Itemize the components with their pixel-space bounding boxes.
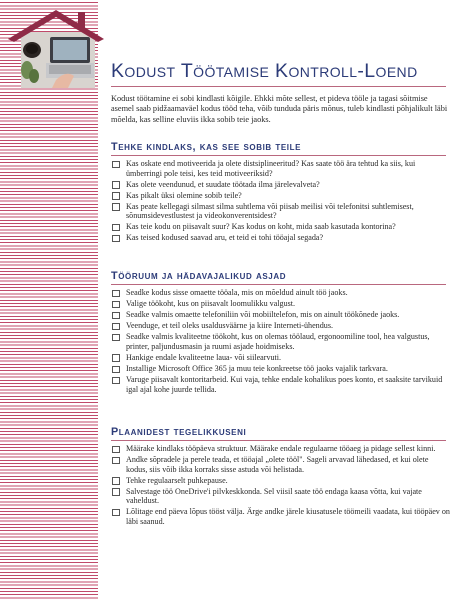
checkbox[interactable] [112, 290, 120, 298]
checkbox[interactable] [112, 235, 120, 243]
page-title: Kodust Töötamise Kontroll-Loend [111, 60, 418, 82]
checklist-item-text: Salvestage töö OneDrive'i pilvkeskkonda. Sel viisil saate töö endaga kaasa võtta, kui vajate vaheldust. [126, 486, 422, 506]
section-suitability [111, 141, 451, 245]
checklist-item [111, 364, 451, 374]
checklist-item [111, 288, 451, 298]
checklist-item-text: Veenduge, et teil oleks usaldusväärne ja kiire Interneti-ühendus. [126, 321, 333, 331]
checklist [111, 288, 451, 394]
checklist-item [111, 180, 451, 190]
intro-paragraph: Kodust töötamine ei sobi kindlasti kõigile. Ehkki mõte sellest, et pideva tööle ja tagasi sõitmise asemel saab pidžaamaväel kodus tööd teha, võib tunduda päris mõnus, tuleb kindlasti põhjalikult läbi mõelda, kas selline eluviis ikka sobib teie jaoks. [111, 94, 448, 124]
checklist-item [111, 202, 451, 221]
checklist-item-text: Kas teised kodused saavad aru, et teid ei tohi tööajal segada? [126, 233, 324, 243]
checklist-item [111, 299, 451, 309]
checkbox[interactable] [112, 192, 120, 200]
checklist-item-text: Määrake kindlaks tööpäeva struktuur. Määrake endale regulaarne tööaeg ja pidage sellest kinni. [126, 444, 436, 453]
checklist-item-text: Valige töökoht, kus on piisavalt loomulikku valgust. [126, 299, 296, 309]
section-heading: Tehke kindlaks, kas see sobib teile [111, 141, 302, 153]
header-illustration [8, 6, 108, 88]
checklist-item-text: Kas oskate end motiveerida ja olete distsiplineeritud? Kas saate töö ära tehtud ka siis, kui ümberringi pole teisi, kes teid motiveeriksid? [126, 159, 416, 178]
checklist-item-text: Kas peate kellegagi silmast silma suhtlema või piisab meilisi või telefonitsi suhtlemisest, sõnumsidevestlustest ja videokonverentsidest? [126, 201, 414, 221]
checklist-item-text: Seadke valmis kvaliteetne töökoht, kus on olemas töölaud, ergonoomiline tool, hea valgustus, printer, paljundusmasin ja ruumi asjade hoidmiseks. [126, 332, 430, 351]
checkbox[interactable] [112, 354, 120, 362]
checkbox[interactable] [112, 224, 120, 232]
checkbox[interactable] [112, 446, 120, 454]
checklist-item [111, 332, 451, 351]
checkbox[interactable] [112, 203, 120, 211]
checkbox[interactable] [112, 323, 120, 331]
checklist-item [111, 444, 451, 454]
checkbox[interactable] [112, 161, 120, 169]
checkbox[interactable] [112, 366, 120, 374]
checklist-item [111, 233, 451, 243]
checkbox[interactable] [112, 312, 120, 320]
checklist-item-text: Lõlitage end päeva lõpus tööst välja. Ärge andke järele kiusatusele töömeili vaadata, kui tööpäev on läbi saanud. [126, 507, 450, 526]
checklist-item-text: Seadke kodus sisse omaette tööala, mis on mõeldud ainult töö jaoks. [126, 288, 348, 297]
checklist-item [111, 159, 451, 178]
checklist-item-text: Installige Microsoft Office 365 ja muu teie konkreetse töö jaoks vajalik tarkvara. [126, 364, 388, 374]
section-workspace [111, 270, 451, 396]
section-heading: Tööruum ja hädavajalikud asjad [111, 270, 287, 282]
checklist-item-text: Tehke regulaarselt puhkepause. [126, 475, 228, 485]
checkbox[interactable] [112, 181, 120, 189]
checklist-item [111, 321, 451, 331]
section-rule [111, 440, 446, 441]
coffee-cup-icon [23, 42, 41, 58]
checklist-item [111, 353, 451, 363]
checklist [111, 159, 451, 243]
checklist-item [111, 191, 451, 201]
checkbox[interactable] [112, 457, 120, 465]
checklist-item-text: Andke sõpradele ja perele teada, et tööajal „olete tööl". Sageli arvavad lähedased, et kui olete kodus, siis võib ikka korraks sisse astuda või helistada. [126, 455, 429, 474]
checklist-item-text: Varuge piisavalt kontoritarbeid. Kui vaja, tehke endale kohalikus poes konto, et saaksite tarvikuid igal ajal kohe juurde tellida. [126, 375, 443, 394]
section-rule [111, 155, 446, 156]
laptop-icon [46, 37, 94, 78]
decorative-stripes [0, 0, 98, 600]
section-rule [111, 284, 446, 285]
checklist-item [111, 487, 451, 506]
checklist-item [111, 310, 451, 320]
checklist-item [111, 507, 451, 526]
checkbox[interactable] [112, 477, 120, 485]
checkbox[interactable] [112, 334, 120, 342]
checklist-item [111, 222, 451, 232]
checkbox[interactable] [112, 301, 120, 309]
checklist-item-text: Seadke valmis omaette telefoniliin või mobiiltelefon, mis on ainult töökõnede jaoks. [126, 310, 400, 320]
checklist-item [111, 375, 451, 394]
checklist-item-text: Kas teie kodu on piisavalt suur? Kas kodus on koht, mida saab kasutada kontorina? [126, 222, 396, 232]
checklist-item-text: Kas pikalt üksi olemine sobib teile? [126, 190, 242, 200]
checklist [111, 444, 451, 526]
checklist-item [111, 476, 451, 486]
checklist-item-text: Hankige endale kvaliteetne lauа- või siilearvuti. [126, 352, 282, 362]
checkbox[interactable] [112, 488, 120, 496]
checklist-item-text: Kas olete veendunud, et suudate töötada ilma järelevalveta? [126, 179, 320, 189]
checklist-item [111, 455, 451, 474]
section-heading: Plaanidest tegelikkuseni [111, 426, 247, 438]
section-plans [111, 426, 451, 528]
title-rule [111, 86, 446, 87]
checkbox[interactable] [112, 377, 120, 385]
checkbox[interactable] [112, 509, 120, 517]
